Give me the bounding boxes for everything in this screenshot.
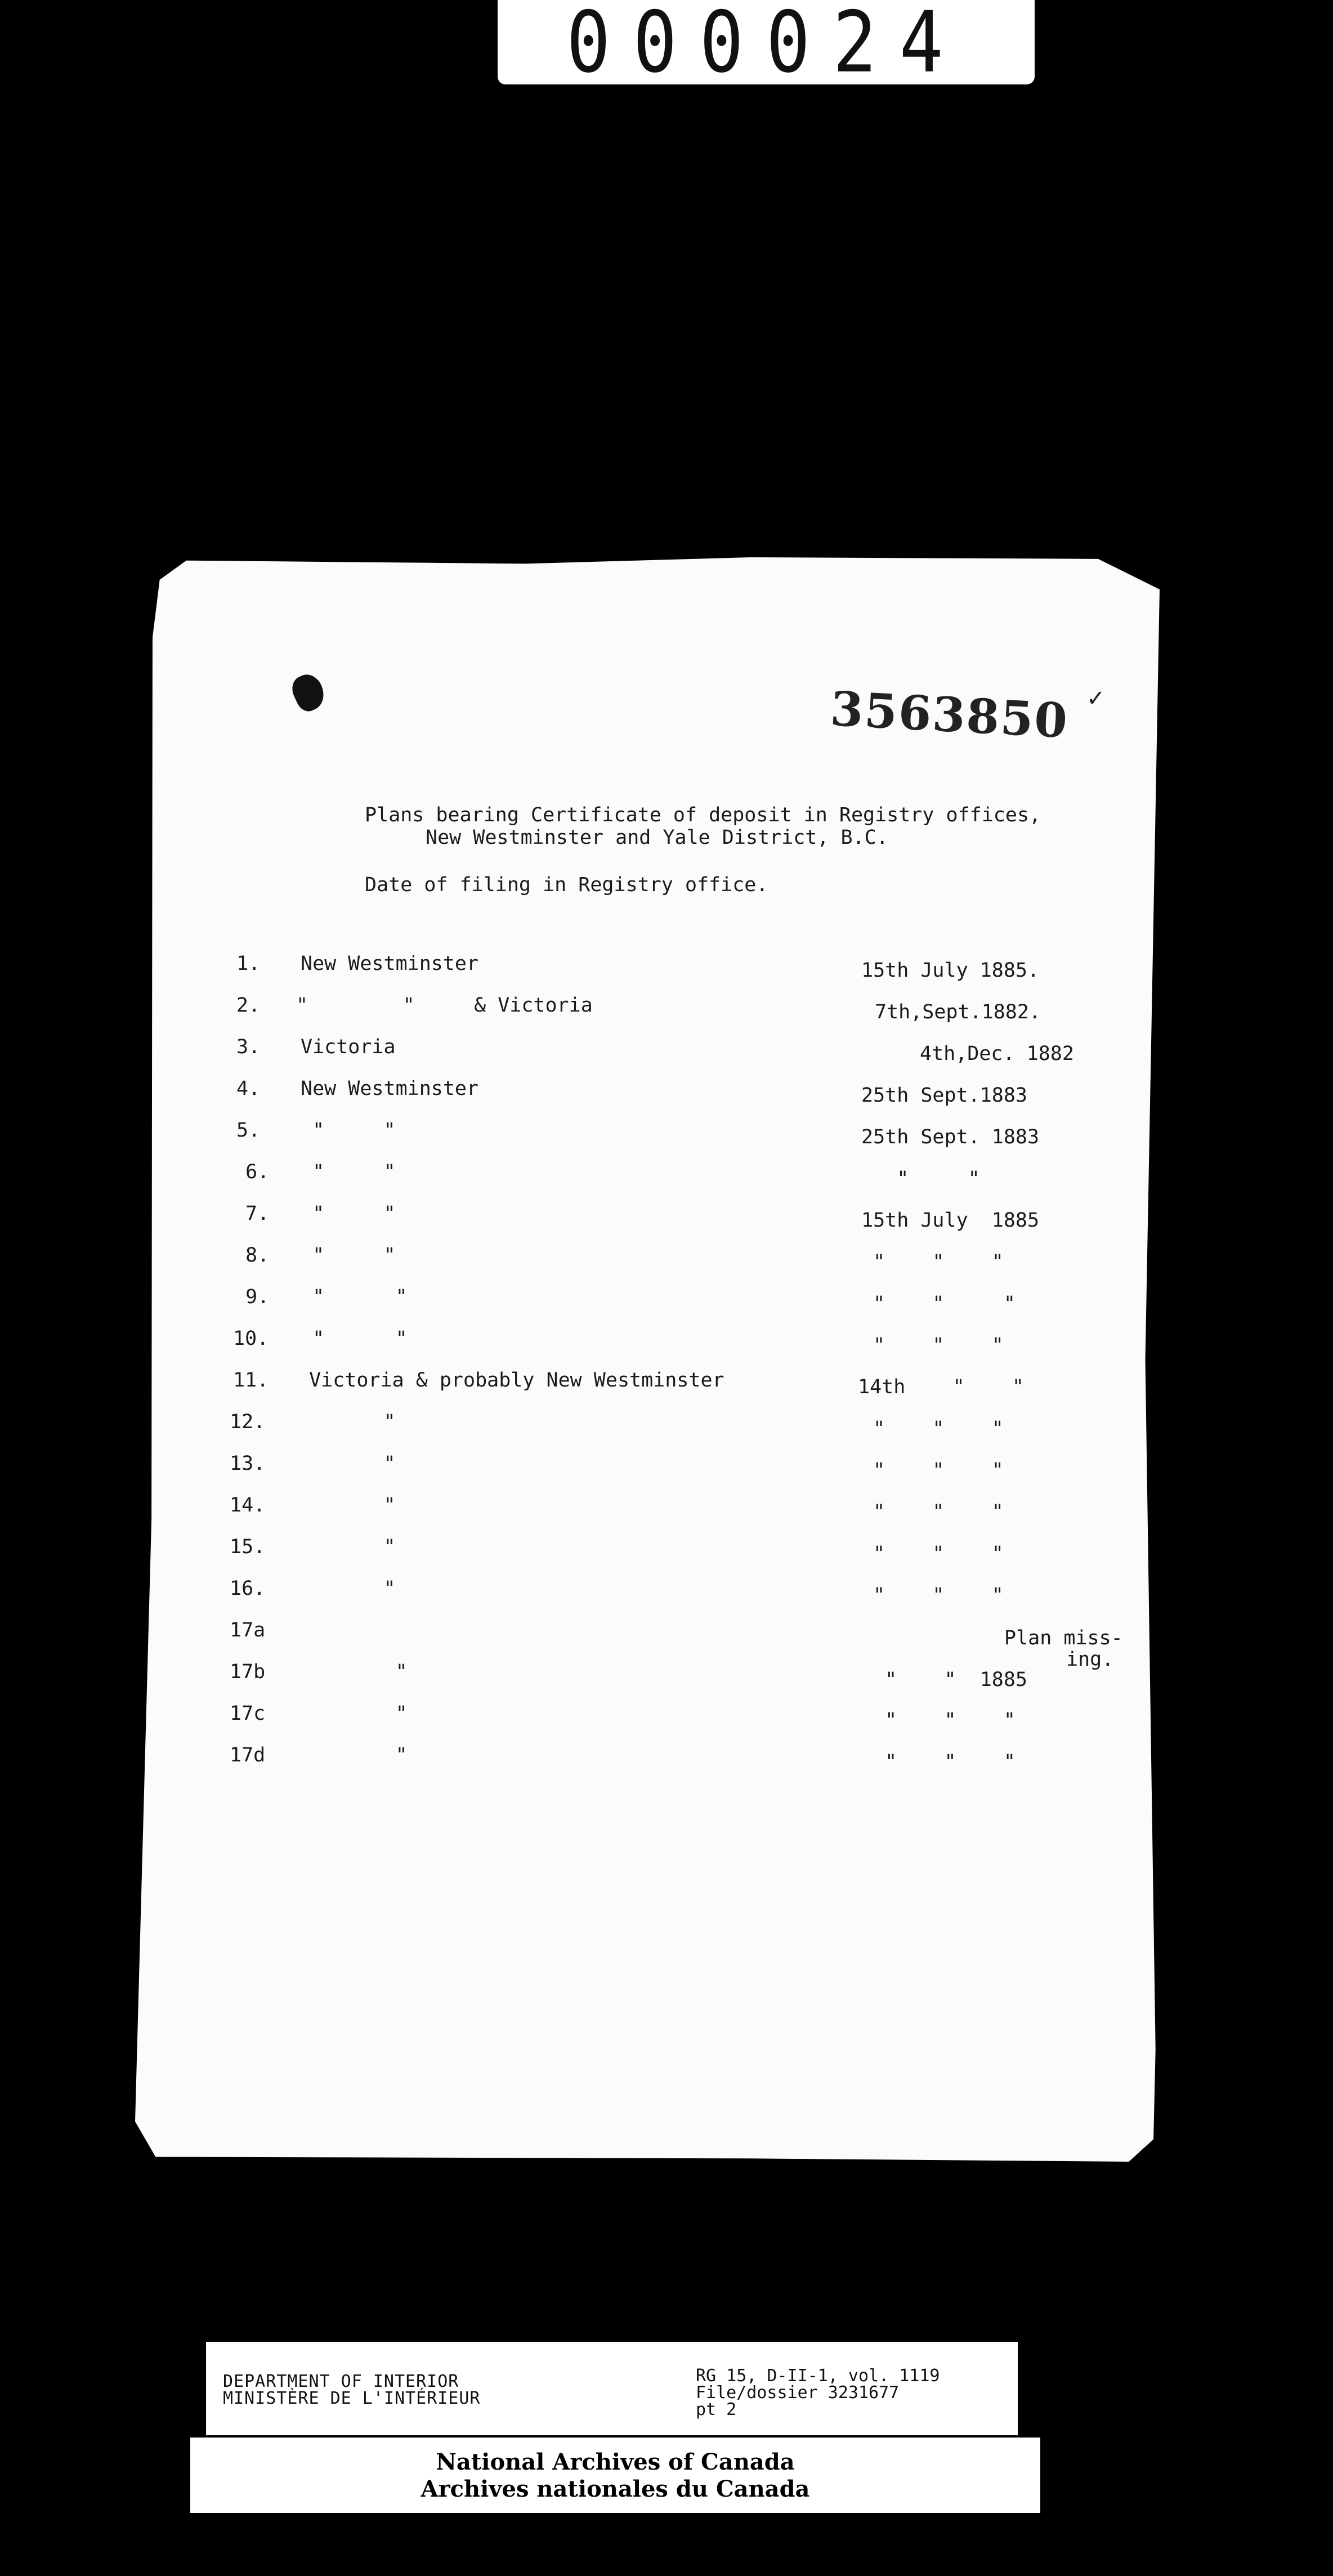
row-place: " " (301, 1327, 408, 1350)
row-number: 17c (230, 1702, 266, 1725)
row-number: 2. (236, 994, 261, 1017)
row-date: 15th July 1885 (861, 1209, 1040, 1232)
department-line-en: DEPARTMENT OF INTERIOR (223, 2372, 459, 2391)
row-place: " (301, 1494, 396, 1517)
row-number: 17a (230, 1619, 266, 1642)
row-date: " " " (861, 1709, 1016, 1732)
row-place: " " & Victoria (296, 994, 593, 1017)
row-number: 6. (245, 1161, 270, 1183)
department-name (223, 2373, 480, 2407)
row-number: 16. (230, 1577, 266, 1600)
row-date: 7th,Sept.1882. (875, 1001, 1041, 1023)
row-place: " (301, 1661, 408, 1683)
row-place: " (301, 1536, 396, 1558)
row-date: " " 1885 (861, 1669, 1028, 1691)
stamp-number: 3563850 (829, 680, 1070, 749)
row-date: " " " (861, 1459, 1004, 1482)
row-number: 4. (236, 1077, 261, 1100)
row-date: " " " (861, 1751, 1016, 1773)
row-date: " " " (861, 1417, 1004, 1440)
note-plan-missing-line-2: ing. (1066, 1648, 1114, 1671)
row-place: " " (301, 1286, 408, 1308)
row-date: " " " (861, 1293, 1016, 1315)
row-number: 3. (236, 1036, 261, 1058)
row-number: 14. (230, 1494, 266, 1517)
row-place: " (301, 1411, 396, 1433)
row-place: " " (301, 1119, 396, 1142)
row-date: " " (861, 1168, 980, 1190)
row-number: 1. (236, 952, 261, 975)
row-date: " " " (861, 1501, 1004, 1523)
department-line-fr: MINISTÈRE DE L'INTÉRIEUR (223, 2389, 481, 2408)
reference-line-3: pt 2 (696, 2400, 737, 2420)
row-place: " (301, 1577, 396, 1600)
row-place: New Westminster (301, 1077, 479, 1100)
row-number: 10. (233, 1327, 269, 1350)
check-mark-icon: ✓ (1086, 686, 1106, 712)
row-number: 9. (245, 1286, 270, 1308)
reference-line-1: RG 15, D-II-1, vol. 1119 (696, 2366, 940, 2386)
row-place: " " (301, 1202, 396, 1225)
row-number: 8. (245, 1244, 270, 1267)
document-page (135, 557, 1160, 2162)
row-date: 4th,Dec. 1882 (920, 1043, 1074, 1065)
document-title-line-2: New Westminster and Yale District, B.C. (426, 826, 888, 849)
row-number: 15. (230, 1536, 266, 1558)
row-place: " " (301, 1161, 396, 1183)
row-date: 25th Sept. 1883 (861, 1126, 1040, 1148)
reference-line-2: File/dossier 3231677 (696, 2383, 900, 2403)
document-subtitle: Date of filing in Registry office. (365, 874, 768, 896)
national-archives-label (190, 2438, 1040, 2513)
row-place: Victoria & probably New Westminster (297, 1369, 724, 1392)
frame-counter-number: 000024 (566, 0, 966, 92)
row-place: New Westminster (301, 952, 479, 975)
archive-reference-label (206, 2342, 1018, 2435)
row-number: 11. (233, 1369, 269, 1392)
row-date: " " " (861, 1542, 1004, 1565)
row-date: " " " (861, 1584, 1004, 1607)
row-place: " (301, 1702, 408, 1725)
row-place: " " (301, 1244, 396, 1267)
archives-name-en: National Archives of Canada (436, 2449, 795, 2475)
row-date: " " " (861, 1334, 1004, 1357)
row-number: 12. (230, 1411, 266, 1433)
row-place: Victoria (301, 1036, 396, 1058)
row-number: 17b (230, 1661, 266, 1683)
row-number: 17d (230, 1744, 266, 1766)
row-date: 15th July 1885. (861, 959, 1040, 982)
row-place: " (301, 1744, 408, 1766)
frame-counter (498, 0, 1035, 92)
file-reference (696, 2368, 940, 2418)
note-plan-missing-line-1: Plan miss- (1004, 1627, 1123, 1649)
row-number: 7. (245, 1202, 270, 1225)
row-date: 25th Sept.1883 (861, 1084, 1028, 1107)
row-number: 5. (236, 1119, 261, 1142)
row-date: 14th " " (858, 1376, 1025, 1398)
row-number: 13. (230, 1452, 266, 1475)
row-place: " (301, 1452, 396, 1475)
row-date: " " " (861, 1251, 1004, 1273)
document-title-line-1: Plans bearing Certificate of deposit in Registry offices, (365, 804, 1041, 826)
archives-name-fr: Archives nationales du Canada (421, 2476, 810, 2502)
